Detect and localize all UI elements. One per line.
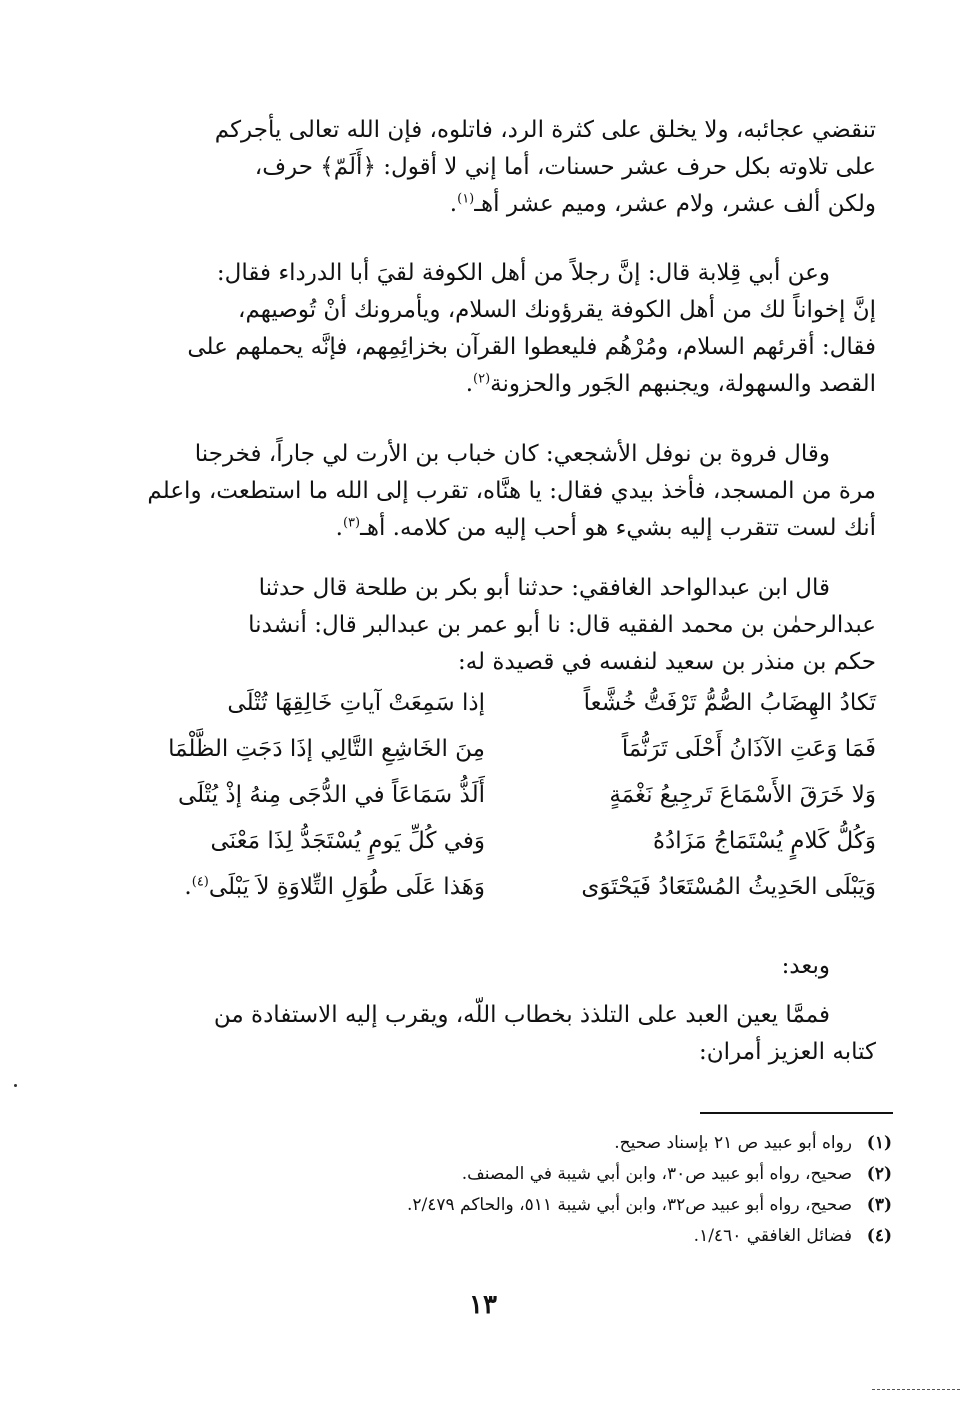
footnote-number: (١) xyxy=(866,1133,892,1153)
text-line: على تلاوته بكل حرف عشر حسنات، أما إني لا أقول: ﴿أَلَمّ﴾ حرف، xyxy=(254,154,876,180)
verse-first-hemistich: فَمَا وَعَتِ الآذَانُ أَحْلَى تَرَنُّمَاً xyxy=(621,736,876,762)
verse-first-hemistich: وَيَبْلَى الحَدِيثُ المُسْتَعَادُ فَيَحْتَوَى xyxy=(581,874,876,900)
footnote-separator xyxy=(700,1112,893,1114)
scan-edge-mark xyxy=(872,1389,960,1390)
text-line: فممَّا يعين العبد على التلذذ بخطاب اللّه، ويقرب إليه الاستفادة من xyxy=(213,1002,830,1028)
footnote-2 xyxy=(192,1159,892,1190)
text-line: وعن أبي قِلابة قال: إنَّ رجلاً من أهل الكوفة لقيَ أبا الدرداء فقال: xyxy=(216,260,830,286)
text-line: حكم بن منذر بن سعيد لنفسه في قصيدة له: xyxy=(457,649,876,675)
footnote-4 xyxy=(192,1221,892,1252)
closing-section xyxy=(130,948,876,1071)
poem-verse xyxy=(130,828,876,874)
verse-second-hemistich: إذا سَمِعَتْ آياتِ خَالِقِهَا تُتْلَى xyxy=(227,690,485,716)
footnote-3 xyxy=(192,1190,892,1221)
text-line xyxy=(130,186,876,223)
poem-verse xyxy=(130,874,876,920)
footnote-text: فضائل الغافقي ١/٤٦٠. xyxy=(693,1226,852,1246)
text-line: مرة من المسجد، فأخذ بيدي فقال: يا هنَّاه، تقرب إلى الله ما استطعت، واعلم xyxy=(147,478,876,504)
text-line: تنقضي عجائبه، ولا يخلق على كثرة الرد، فاتلوه، فإن الله تعالى يأجركم xyxy=(214,117,876,143)
paragraph-1 xyxy=(130,112,876,223)
text-line-content: أنك لست تتقرب إليه بشيء هو أحب إليه من كلامه. أهـ xyxy=(360,515,876,541)
verse-second-hemistich: أَلَذُّ سَمَاعَاً في الدُّجَى مِنهُ إذْ يُتْلَى xyxy=(177,782,485,808)
text-line: وقال فروة بن نوفل الأشجعي: كان خباب بن الأرت لي جاراً، فخرجنا xyxy=(194,441,830,467)
footnote-ref-4: (٤) xyxy=(191,874,209,890)
footnote-number: (٢) xyxy=(866,1164,892,1184)
verse-second-hemistich: وَفي كُلِّ يَومٍ يُسْتَجَدُّ لِذَا مَعْنَى xyxy=(210,828,485,854)
poem-verse xyxy=(130,690,876,736)
paragraph-3 xyxy=(130,436,876,547)
footnote-number: (٤) xyxy=(866,1226,892,1246)
text-line xyxy=(130,510,876,547)
verse-first-hemistich: وَكُلُّ كَلامٍ يُسْتَمَاجُ مَزَادُهُ xyxy=(652,828,876,854)
verse-first-hemistich: وَلا خَرَقَ الأَسْمَاعَ تَرجِيعُ نَغْمَةٍ xyxy=(609,782,876,808)
footnotes xyxy=(192,1128,892,1252)
line-end-period: . xyxy=(465,371,474,397)
poem-verse xyxy=(130,736,876,782)
text-line xyxy=(130,366,876,403)
poem-verse xyxy=(130,782,876,828)
verse-second-hemistich: وَهَذا عَلَى طُوَلِ التِّلاوَةِ لاَ يَبْلَى$^{(٤)}$. xyxy=(184,874,485,900)
text-line: إنَّ إخواناً لك من أهل الكوفة يقرؤونك السلام، ويأمرونك أنْ تُوصيهم، xyxy=(238,297,876,323)
poem xyxy=(130,690,876,920)
verse-second-hemistich: مِنَ الخَاشِعِ التَّالِي إذَا دَجَتِ الظَّلْمَا xyxy=(168,736,485,762)
footnote-ref-1: (١) xyxy=(457,191,475,207)
footnote-1 xyxy=(192,1128,892,1159)
scan-speck xyxy=(14,1084,17,1087)
line-end-period: . xyxy=(335,515,343,541)
spacer xyxy=(130,985,876,997)
footnote-ref-2: (٢) xyxy=(473,371,491,387)
line-end-period: . xyxy=(449,191,458,217)
hemistich-text: وَهَذا عَلَى طُوَلِ التِّلاوَةِ لاَ يَبْلَى xyxy=(208,874,485,900)
text-line: فقال: أقرئهم السلام، ومُرْهُم فليعطوا القرآن بخزائِمِهم، فإنَّه يحملهم على xyxy=(187,334,876,360)
text-line: عبدالرحمٰن بن محمد الفقيه قال: نا أبو عمر بن عبدالبر قال: أنشدنا xyxy=(248,612,876,638)
text-line: قال ابن عبدالواحد الغافقي: حدثنا أبو بكر بن طلحة قال حدثنا xyxy=(258,575,830,601)
footnote-text: صحيح، رواه أبو عبيد ص٣٠، وابن أبي شيبة في المصنف. xyxy=(461,1164,852,1184)
text-line: كتابه العزيز أمران: xyxy=(699,1039,876,1065)
text-line-content: القصد والسهولة، ويجنبهم الجَور والحزونة xyxy=(490,371,876,397)
paragraph-2 xyxy=(130,255,876,403)
heading-wabad: وبعد: xyxy=(781,953,830,979)
footnote-ref-3: (٣) xyxy=(342,515,361,531)
footnote-number: (٣) xyxy=(866,1195,892,1215)
page-number: ١٣ xyxy=(469,1290,497,1320)
footnote-text: صحيح، رواه أبو عبيد ص٣٢، وابن أبي شيبة ٥١١، والحاكم ٢/٤٧٩. xyxy=(406,1195,852,1215)
paragraph-4 xyxy=(130,570,876,681)
verse-first-hemistich: تَكادُ الهِضَابُ الصُّمُّ تَرْفَتُّ خُشَّعاً xyxy=(583,690,876,716)
footnote-text: رواه أبو عبيد ص ٢١ بإسناد صحيح. xyxy=(614,1133,852,1153)
text-line-content: ولكن ألف عشر، ولام عشر، وميم عشر أهـ xyxy=(474,191,876,217)
